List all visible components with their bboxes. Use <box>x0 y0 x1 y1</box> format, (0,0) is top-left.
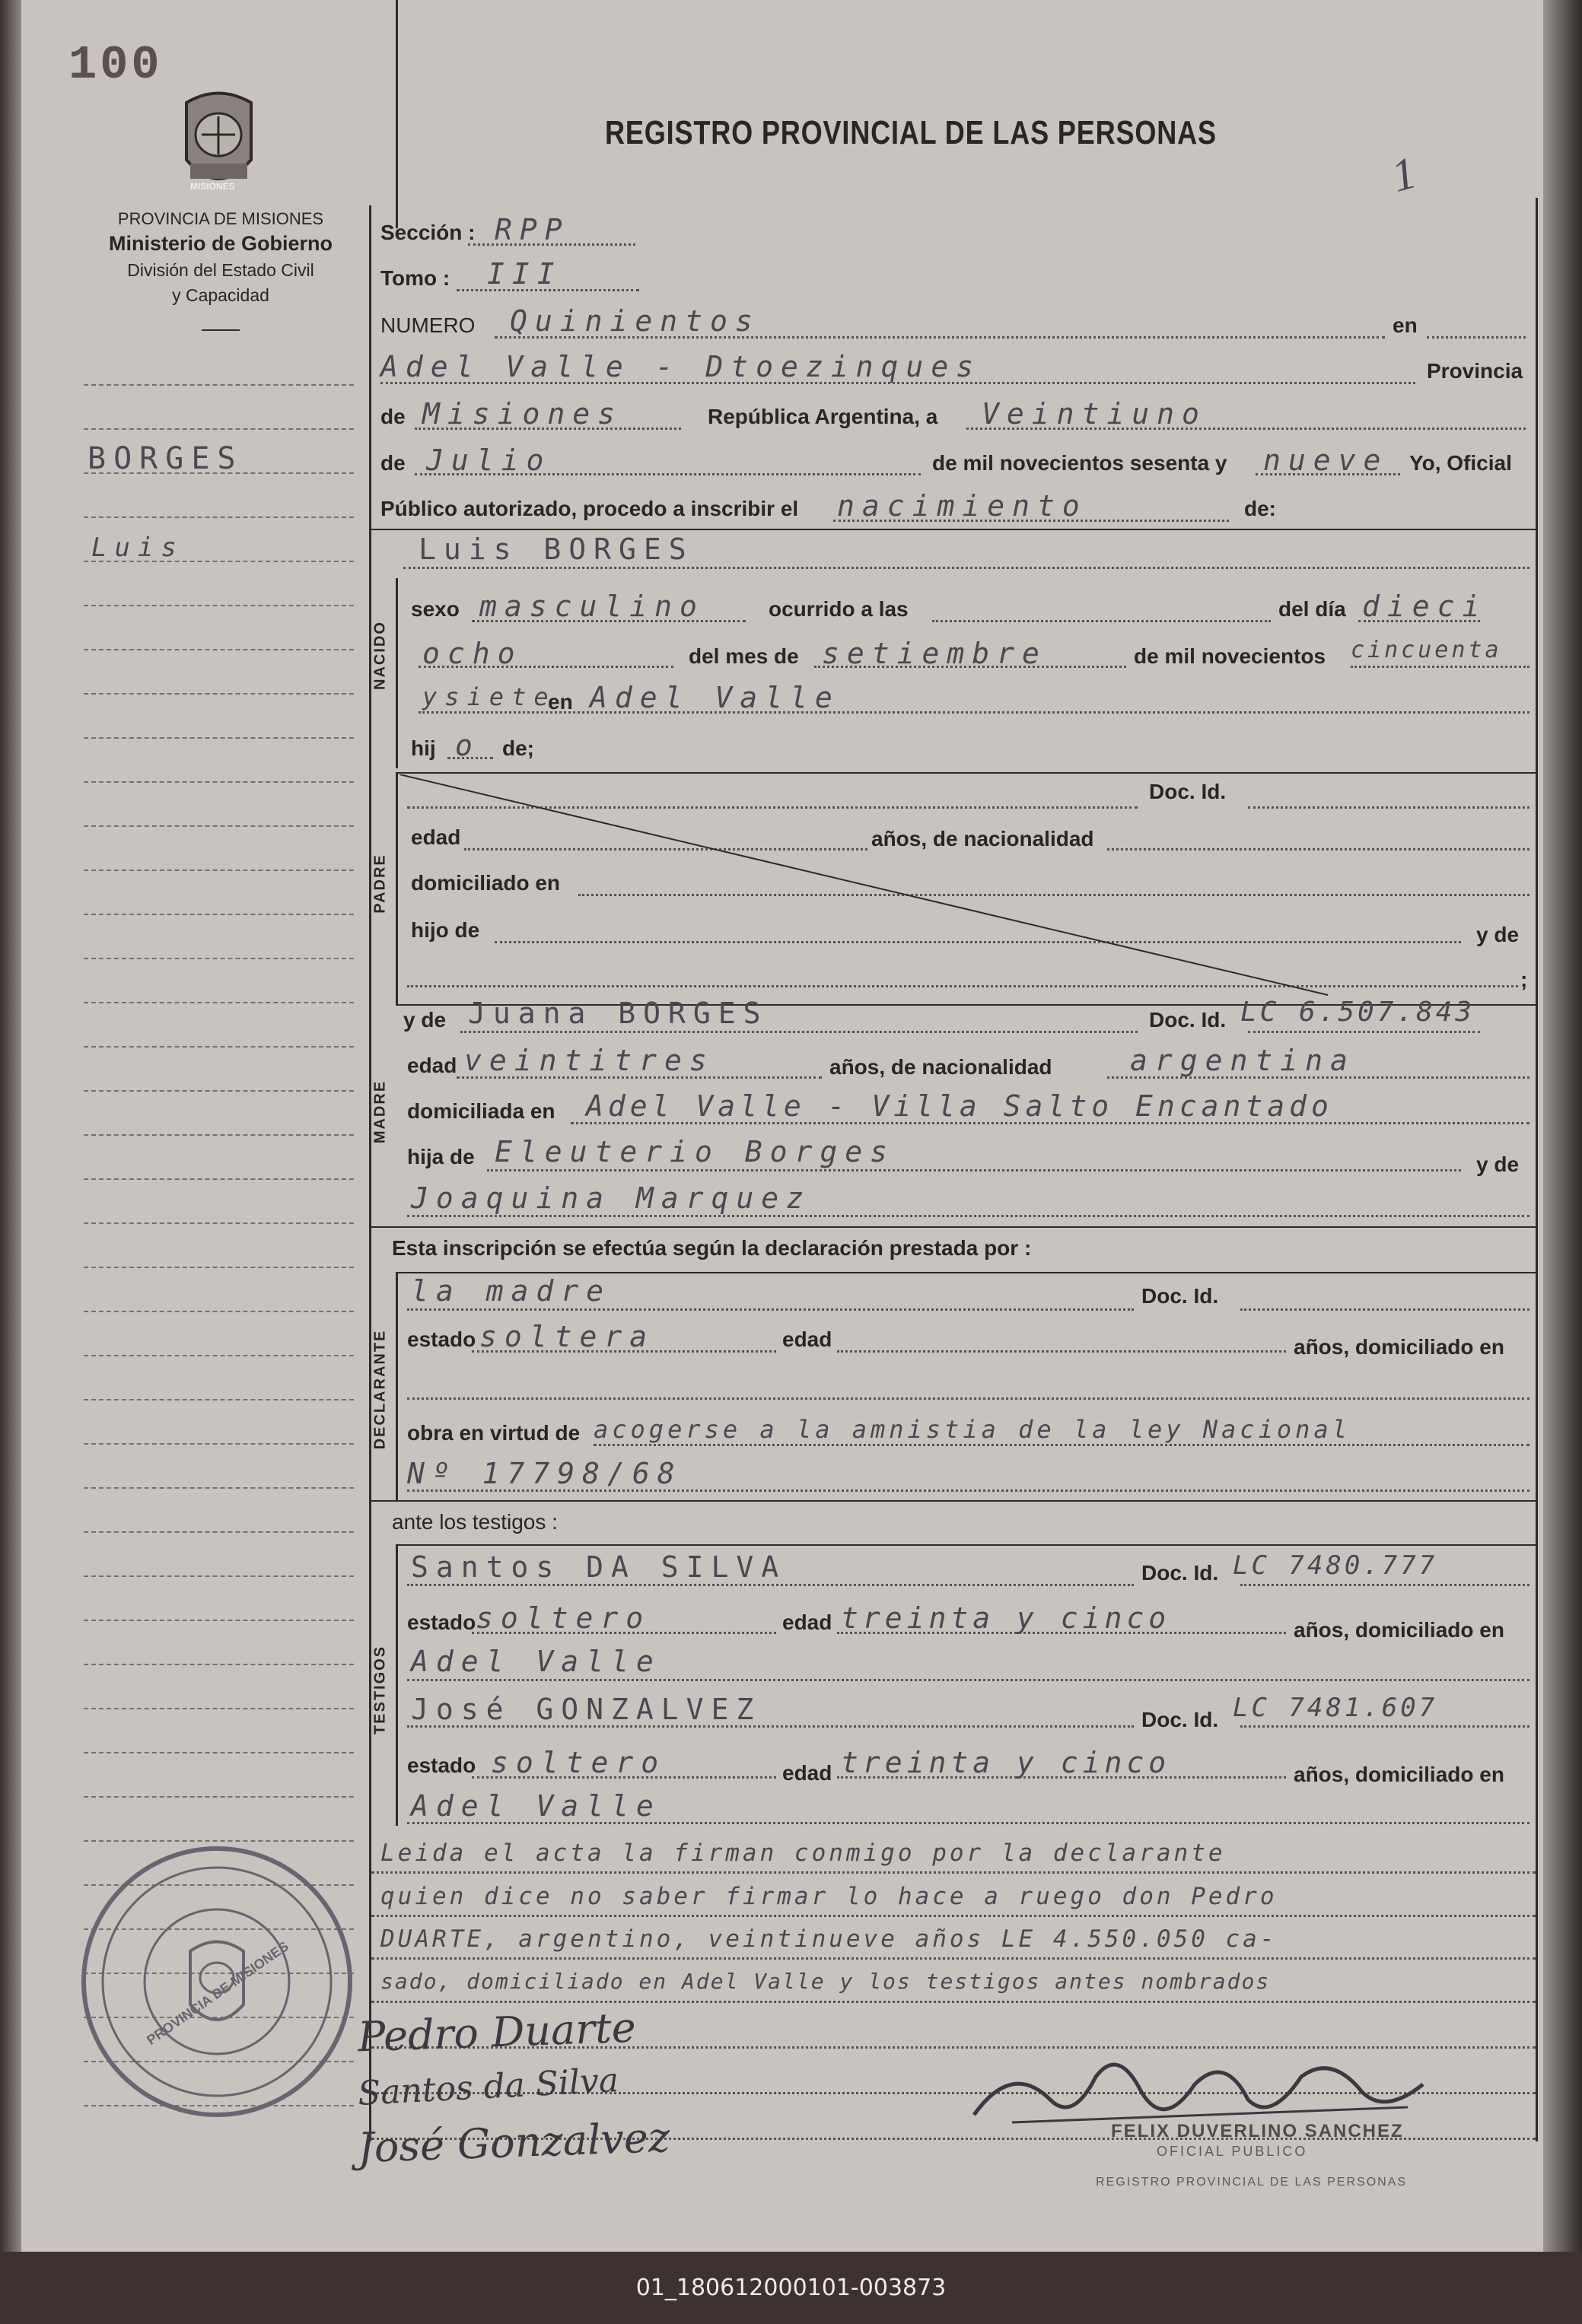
official-role: OFICIAL PUBLICO <box>1157 2144 1308 2159</box>
closing-line-4 <box>371 2001 1536 2003</box>
mes-reg-value: Julio <box>426 443 552 477</box>
en-nac-label: en <box>548 690 573 714</box>
de-label: de <box>380 405 406 428</box>
margin-ledger-line <box>84 649 354 650</box>
testigo1-dom-value: Adel Valle <box>411 1645 661 1678</box>
declarante-estado-value: soltera <box>479 1320 655 1353</box>
madre-name-line <box>460 1031 1138 1033</box>
de-mil-label: de mil novecientos sesenta y <box>932 451 1227 475</box>
margin-ledger-line <box>84 1090 354 1092</box>
padre-hijo-label: hijo de <box>411 918 480 942</box>
madre-yde-label: y de <box>403 1008 447 1032</box>
seccion-value: RPP <box>495 213 570 246</box>
dia-value-1: dieci <box>1362 590 1488 623</box>
margin-ledger-line <box>84 1620 354 1621</box>
closing-text-4: sado, domiciliado en Adel Valle y los testigos antes nombrados <box>380 1969 1271 1994</box>
division-label: División del Estado Civil <box>127 260 314 280</box>
padre-top-rule <box>396 772 1536 774</box>
divider <box>202 329 240 331</box>
page-number: 100 <box>68 38 163 92</box>
margin-ledger-line <box>84 1708 354 1709</box>
testigo1-line <box>407 1584 1134 1586</box>
declarante-line <box>407 1308 1134 1311</box>
margin-ledger-line <box>84 1178 354 1180</box>
madre-label: MADRE <box>371 1079 389 1144</box>
padre-rule <box>396 772 398 1004</box>
margin-ledger-line <box>84 1531 354 1533</box>
testigo1-doc-line <box>1240 1584 1529 1586</box>
margin-ledger-line <box>84 958 354 959</box>
hora-line <box>932 620 1271 622</box>
madre-doc-line <box>1248 1031 1480 1033</box>
obra-label: obra en virtud de <box>407 1421 581 1445</box>
padre-dom-label: domiciliado en <box>411 871 561 895</box>
anio-reg-value: nueve <box>1263 443 1389 477</box>
madre-hija-line <box>487 1169 1461 1172</box>
madre-rule <box>396 0 398 228</box>
obra-value-1: acogerse a la amnistia de la ley Nacional <box>594 1415 1351 1444</box>
declarante-top-rule <box>371 1226 1536 1228</box>
hij-label: hij <box>411 736 436 760</box>
declarante-doc-line <box>1240 1308 1529 1311</box>
obra-value-2: Nº 17798/68 <box>407 1457 683 1490</box>
margin-surname: BORGES <box>88 441 244 476</box>
de-mil-nov-label: de mil novecientos <box>1134 644 1326 668</box>
abuelo-value: Eleuterio Borges <box>495 1135 896 1168</box>
margin-ledger-line <box>84 1046 354 1048</box>
madre-nac-value: argentina <box>1130 1044 1355 1077</box>
anio-value-2: ysiete <box>422 682 556 711</box>
madre-edad-value: veintitres <box>464 1044 715 1077</box>
ante-label: ante los testigos : <box>392 1510 558 1534</box>
page-edge <box>0 0 21 2252</box>
yo-oficial-label: Yo, Oficial <box>1409 451 1512 475</box>
padre-yde-label: y de <box>1476 923 1520 946</box>
margin-ledger-line <box>84 693 354 695</box>
inscripcion-label: Esta inscripción se efectúa según la declaración prestada por : <box>392 1236 1032 1260</box>
margin-ledger-line <box>84 1399 354 1400</box>
closing-line-1 <box>371 1871 1536 1874</box>
margin-ledger-line <box>84 1487 354 1489</box>
testigo2-dom-value: Adel Valle <box>411 1789 661 1823</box>
del-dia-label: del día <box>1278 597 1346 621</box>
declarante-label: DECLARANTE <box>371 1329 389 1450</box>
anio-value-1: cincuenta <box>1351 637 1502 663</box>
ocurrido-label: ocurrido a las <box>769 597 909 621</box>
closing-line-2 <box>371 1915 1536 1917</box>
margin-ledger-line <box>84 1575 354 1577</box>
declarante-estado-label: estado <box>407 1327 476 1351</box>
declarante-dom-line <box>407 1397 1529 1400</box>
declarante-doc-label: Doc. Id. <box>1141 1284 1219 1308</box>
anio2-line <box>419 711 1529 714</box>
testigo2-anios-label: años, domiciliado en <box>1294 1763 1504 1786</box>
madre-dom-label: domiciliada en <box>407 1099 555 1123</box>
mes-value: setiembre <box>822 637 1047 670</box>
testigo1-edad-value: treinta y cinco <box>841 1601 1171 1635</box>
nacido-rule <box>396 578 398 768</box>
margin-ledger-line <box>84 870 354 871</box>
ministry-label: Ministerio de Gobierno <box>108 232 333 255</box>
madre-doc-label: Doc. Id. <box>1149 1008 1227 1032</box>
capacity-label: y Capacidad <box>172 285 269 305</box>
document-title: REGISTRO PROVINCIAL DE LAS PERSONAS <box>605 114 1217 151</box>
madre-dom-value: Adel Valle - Villa Salto Encantado <box>586 1089 1333 1123</box>
padre-nac-label: años, de nacionalidad <box>871 827 1094 850</box>
abuela-line <box>407 1215 1529 1217</box>
signature-pedro-duarte: Pedro Duarte <box>357 2003 637 2062</box>
dia-reg-value: Veintiuno <box>982 397 1207 431</box>
book-spine <box>1543 0 1582 2252</box>
testigo1-anios-label: años, domiciliado en <box>1294 1618 1504 1642</box>
testigo1-edad-label: edad <box>782 1610 832 1634</box>
nombre-line <box>403 567 1529 569</box>
de-prov-value: Misiones <box>422 397 623 431</box>
testigo1-value: Santos DA SILVA <box>411 1550 787 1584</box>
lugar-nac-value: Adel Valle <box>590 681 840 714</box>
testigo1-dom-line <box>407 1679 1529 1681</box>
testigo2-doc-label: Doc. Id. <box>1141 1708 1219 1731</box>
abuela-value: Joaquina Marquez <box>411 1181 812 1215</box>
margin-given-name: Luis <box>91 533 184 563</box>
margin-ledger-line <box>84 781 354 783</box>
madre-doc-value: LC 6.507.843 <box>1240 997 1475 1028</box>
declarante-edad-label: edad <box>782 1327 832 1351</box>
margin-ledger-line <box>84 517 354 518</box>
closing-text-3: DUARTE, argentino, veintinueve años LE 4.550.050 ca- <box>380 1925 1278 1953</box>
margin-ledger-line <box>84 825 354 827</box>
hij-value: o <box>455 729 480 762</box>
provincia-label: Provincia <box>1427 359 1523 383</box>
testigos-rule-2 <box>396 1544 1536 1546</box>
testigo2-estado-value: soltero <box>491 1746 667 1779</box>
obra-line <box>594 1444 1529 1446</box>
lugar-value: Adel Valle - Dtoezinques <box>380 350 982 383</box>
official-stamp-icon <box>76 1841 358 2122</box>
margin-ledger-line <box>84 914 354 915</box>
tomo-value: III <box>487 257 562 291</box>
margin-ledger-line <box>84 1267 354 1268</box>
official-office: REGISTRO PROVINCIAL DE LAS PERSONAS <box>1096 2176 1408 2189</box>
padre-doc-label: Doc. Id. <box>1149 780 1227 803</box>
declarante-anios-label: años, domiciliado en <box>1294 1335 1504 1359</box>
testigos-top-rule <box>371 1500 1536 1502</box>
dia-value-2: ocho <box>422 637 523 670</box>
testigo2-estado-label: estado <box>407 1753 476 1777</box>
margin-ledger-line <box>84 1664 354 1665</box>
margin-ledger-line <box>84 384 354 386</box>
right-rule <box>1536 198 1538 2141</box>
madre-nac-label: años, de nacionalidad <box>829 1055 1052 1079</box>
nacido-top-rule <box>371 529 1536 530</box>
de-colon-label: de: <box>1244 497 1276 520</box>
margin-ledger-line <box>84 1222 354 1224</box>
sexo-label: sexo <box>411 597 460 621</box>
margin-ledger-line <box>84 1311 354 1312</box>
margin-ledger-line <box>84 1796 354 1798</box>
seccion-label: Sección : <box>380 221 476 244</box>
testigos-rule <box>396 1544 398 1826</box>
margin-ledger-line <box>84 1443 354 1445</box>
margin-ledger-line <box>84 1355 354 1356</box>
nombre-value: Luis BORGES <box>419 533 694 566</box>
republica-label: República Argentina, a <box>708 405 938 428</box>
crest-label: MISIONES <box>190 181 235 192</box>
file-name: 01_180612000101-003873 <box>635 2275 947 2301</box>
cancel-diagonal <box>399 774 1335 1006</box>
publico-label: Público autorizado, procedo a inscribir el <box>380 497 799 520</box>
madre-edad-label: edad <box>407 1054 457 1077</box>
testigo2-edad-label: edad <box>782 1761 832 1785</box>
margin-ledger-line <box>84 605 354 606</box>
acto-value: nacimiento <box>837 489 1087 523</box>
declarante-value: la madre <box>411 1274 612 1308</box>
madre-yde2-label: y de <box>1476 1152 1520 1176</box>
testigos-label: TESTIGOS <box>371 1645 389 1735</box>
province-label: PROVINCIA DE MISIONES <box>117 209 324 228</box>
padre-semicolon: ; <box>1520 968 1528 991</box>
de-label-2: de <box>380 451 406 475</box>
numero-label: NUMERO <box>380 313 476 337</box>
closing-text-2: quien dice no saber firmar lo hace a ruego don Pedro <box>380 1883 1278 1910</box>
tomo-label: Tomo : <box>380 266 450 290</box>
testigo2-edad-value: treinta y cinco <box>841 1746 1171 1779</box>
declarante-rule-2 <box>396 1272 1536 1273</box>
corner-mark: 1 <box>1386 147 1421 202</box>
madre-name-value: Juana BORGES <box>468 997 769 1030</box>
padre-edad-label: edad <box>411 825 461 849</box>
declarante-edad-line <box>837 1350 1286 1353</box>
en-label: en <box>1393 313 1418 337</box>
testigo1-doc-value: LC 7480.777 <box>1233 1550 1438 1581</box>
numero-value: Quinientos <box>510 304 760 338</box>
testigo1-estado-value: soltero <box>476 1601 651 1635</box>
closing-text-1: Leida el acta la firman conmigo por la declarante <box>380 1839 1226 1867</box>
declarante-rule <box>396 1272 398 1500</box>
anio1-line <box>1351 666 1529 668</box>
margin-ledger-line <box>84 1752 354 1753</box>
testigo1-estado-label: estado <box>407 1610 476 1634</box>
signature-jose-gonzalvez: José Gonzalvez <box>357 2113 671 2173</box>
margin-ledger-line <box>84 1134 354 1136</box>
en-line <box>1427 336 1526 339</box>
nacido-label: NACIDO <box>371 621 389 690</box>
sexo-value: masculino <box>479 590 705 623</box>
del-mes-label: del mes de <box>689 644 799 668</box>
padre-label: PADRE <box>371 854 389 914</box>
testigo2-value: José GONZALVEZ <box>411 1693 762 1726</box>
testigo1-doc-label: Doc. Id. <box>1141 1561 1219 1585</box>
margin-ledger-line <box>84 737 354 739</box>
signature-santos-da-silva: Santos da Silva <box>356 2061 620 2113</box>
madre-hija-label: hija de <box>407 1145 475 1168</box>
de-semi-label: de; <box>502 736 534 760</box>
stamp-text: PROVINCIA DE MISIONES <box>144 1938 291 2049</box>
margin-ledger-line <box>84 1002 354 1003</box>
closing-line-3 <box>371 1957 1536 1960</box>
official-name: FELIX DUVERLINO SANCHEZ <box>1111 2121 1404 2141</box>
testigo2-doc-value: LC 7481.607 <box>1233 1693 1438 1723</box>
testigo2-doc-line <box>1240 1725 1529 1728</box>
margin-ledger-line <box>84 428 354 430</box>
